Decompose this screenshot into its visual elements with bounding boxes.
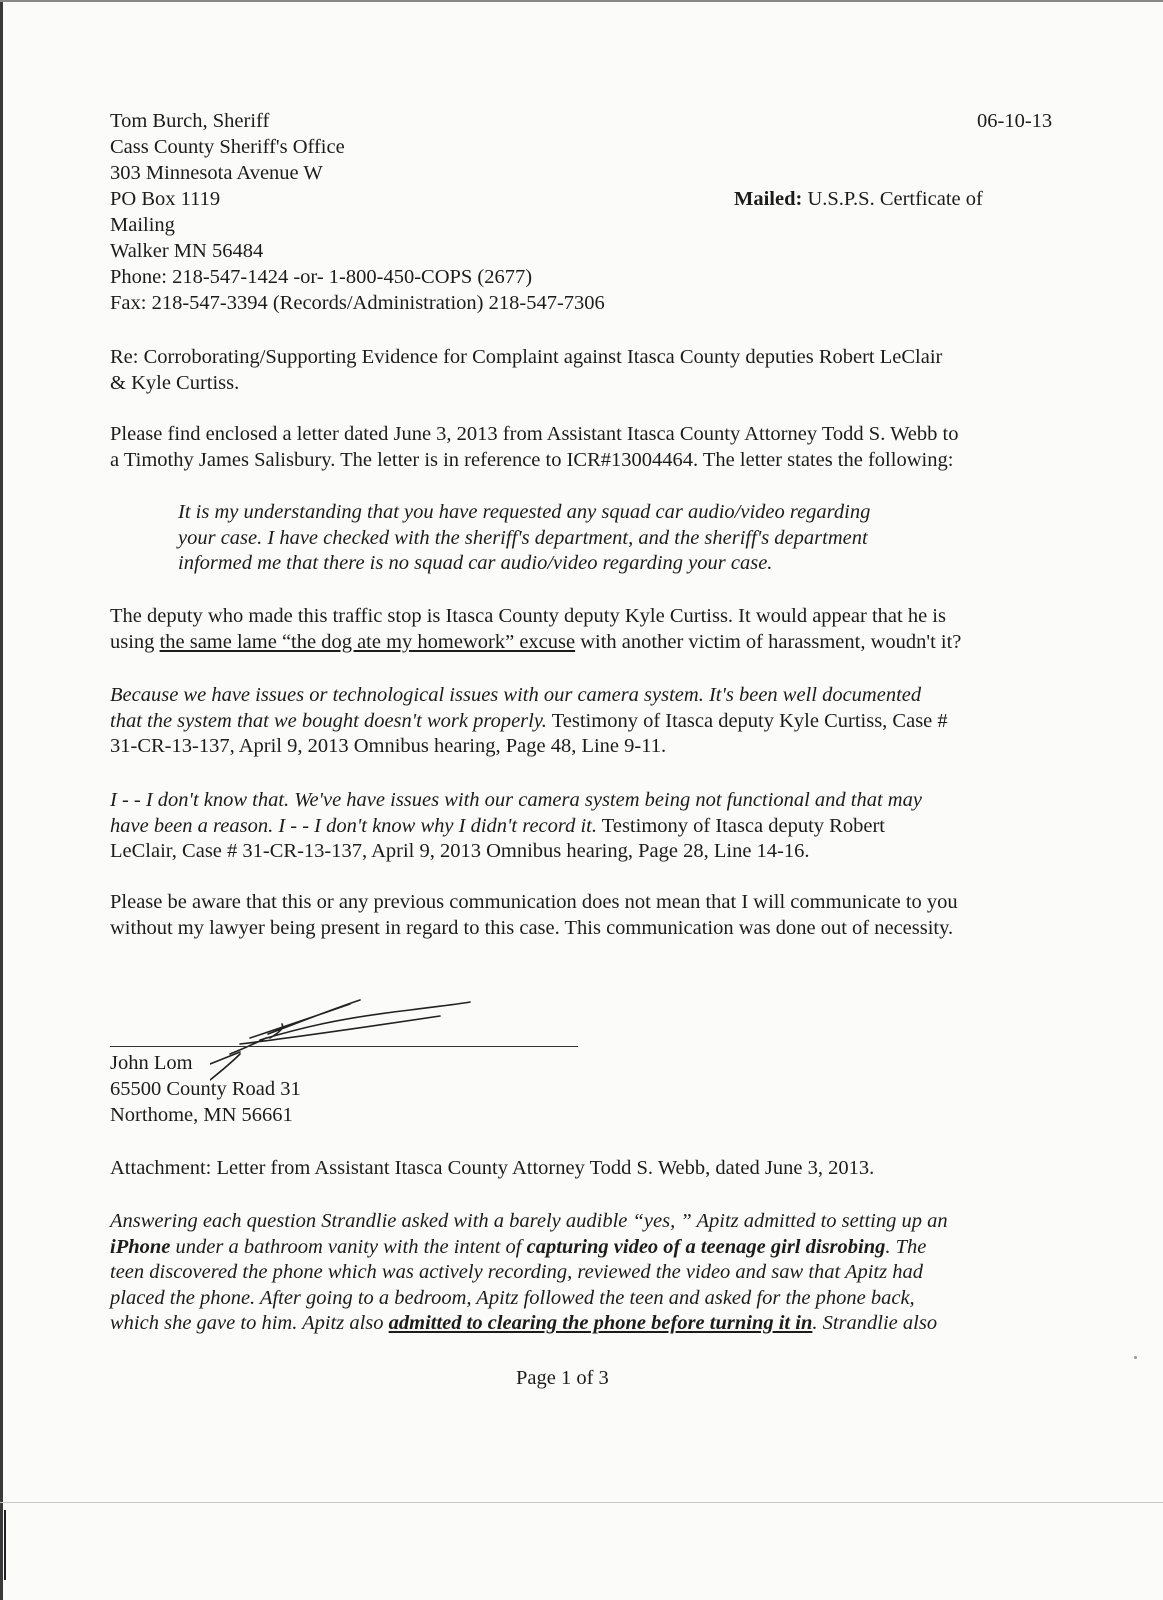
excerpt-line (110, 1235, 948, 1261)
paragraph-line: I - - I don't know that. We've have issues with our camera system being not functional and that may (110, 789, 922, 811)
underlined-phrase: the same lame “the dog ate my homework” excuse (159, 630, 576, 653)
signature-line (110, 1046, 578, 1047)
block-quote (178, 500, 870, 577)
paragraph-line: Please find enclosed a letter dated June 3, 2013 from Assistant Itasca County Attorney Todd S. Webb to (110, 423, 959, 445)
paragraph-notice (110, 890, 1070, 941)
paragraph-deputy (110, 604, 1070, 655)
paragraph-line: 31-CR-13-137, April 9, 2013 Omnibus hearing, Page 48, Line 9-11. (110, 735, 667, 757)
sender-name: John Lom (110, 1052, 193, 1074)
sender-city: Northome, MN 56661 (110, 1104, 293, 1126)
mailed-value: U.S.P.S. Certficate of (807, 188, 983, 210)
recipient-line: Phone: 218-547-1424 -or- 1-800-450-COPS (2677) (110, 266, 533, 288)
text-run: Testimony of Itasca deputy Kyle Curtiss, Case # (546, 709, 948, 732)
paragraph-testimony-leclair (110, 788, 1070, 865)
sender-block (110, 1050, 301, 1128)
scan-mark (4, 1510, 6, 1580)
scan-edge-top (0, 0, 1163, 2)
text-run: . The (885, 1235, 927, 1258)
recipient-line: PO Box 1119 (110, 188, 221, 210)
paragraph-line: a Timothy James Salisbury. The letter is in reference to ICR#13004464. The letter states the following: (110, 448, 954, 471)
paragraph-line: The deputy who made this traffic stop is Itasca County deputy Kyle Curtiss. It would appear that he is (110, 605, 946, 627)
paragraph-line (110, 709, 1070, 735)
recipient-line: Walker MN 56484 (110, 240, 264, 262)
recipient-line: 303 Minnesota Avenue W (110, 162, 323, 184)
recipient-address (110, 108, 605, 316)
paragraph-testimony-curtiss (110, 683, 1070, 760)
paragraph-line: without my lawyer being present in regard to this case. This communication was done out of necessity. (110, 916, 954, 939)
excerpt-line (110, 1311, 948, 1337)
mailed-label: Mailed: (734, 188, 803, 210)
recipient-line: Fax: 218-547-3394 (Records/Administration) 218-547-7306 (110, 292, 605, 314)
bold-run: capturing video of a teenage girl disrobing (526, 1235, 886, 1258)
paragraph-line: Because we have issues or technological issues with our camera system. It's been well documented (110, 684, 922, 706)
letter-date: 06-10-13 (977, 110, 1053, 132)
subject-line-1: Re: Corroborating/Supporting Evidence for Complaint against Itasca County deputies Robert LeClair (110, 346, 943, 368)
paragraph-line (110, 630, 1070, 656)
mailed-note (734, 186, 983, 212)
paragraph-line: LeClair, Case # 31-CR-13-137, April 9, 2013 Omnibus hearing, Page 28, Line 14-16. (110, 840, 810, 862)
excerpt-line: placed the phone. After going to a bedroom, Apitz followed the teen and asked for the phone back, (110, 1286, 915, 1309)
page-number: Page 1 of 3 (516, 1367, 609, 1389)
quote-line: your case. I have checked with the sheriff's department, and the sheriff's department (178, 526, 868, 549)
text-run: Testimony of Itasca deputy Robert (597, 814, 885, 837)
subject-line (110, 345, 1070, 396)
text-run: with another victim of harassment, woudn't it? (575, 630, 962, 653)
quote-line: informed me that there is no squad car audio/video regarding your case. (178, 552, 773, 574)
recipient-line: Mailing (110, 214, 175, 236)
scan-line (0, 1502, 1163, 1503)
scan-speck (1134, 1356, 1137, 1359)
sender-street: 65500 County Road 31 (110, 1078, 301, 1100)
quote-line: It is my understanding that you have requested any squad car audio/video regarding (178, 501, 871, 523)
paragraph-line (110, 814, 1070, 840)
text-run: which she gave to him. Apitz also (110, 1312, 389, 1334)
italic-run: have been a reason. I - - I don't know why I didn't record it. (110, 814, 597, 837)
recipient-line: Tom Burch, Sheriff (110, 110, 270, 132)
text-run: under a bathroom vanity with the intent of (170, 1235, 527, 1258)
news-excerpt (110, 1209, 948, 1337)
subject-line-2: & Kyle Curtiss. (110, 371, 240, 394)
excerpt-line: Answering each question Strandlie asked with a barely audible “yes, ” Apitz admitted to setting up an (110, 1210, 948, 1232)
paragraph-line: Please be aware that this or any previous communication does not mean that I will communicate to you (110, 891, 958, 913)
bold-underlined-run: admitted to clearing the phone before turning it in (388, 1312, 813, 1334)
scan-edge-left (0, 0, 3, 1600)
text-run: using (110, 630, 160, 653)
text-run: . Strandlie also (812, 1312, 938, 1334)
excerpt-line: teen discovered the phone which was actively recording, reviewed the video and saw that Apitz had (110, 1261, 923, 1283)
recipient-line: Cass County Sheriff's Office (110, 136, 345, 158)
italic-run: that the system that we bought doesn't work properly. (110, 709, 547, 732)
attachment-note: Attachment: Letter from Assistant Itasca County Attorney Todd S. Webb, dated June 3, 2013. (110, 1157, 875, 1179)
paragraph-enclosure (110, 422, 1070, 473)
bold-run: iPhone (110, 1235, 171, 1258)
